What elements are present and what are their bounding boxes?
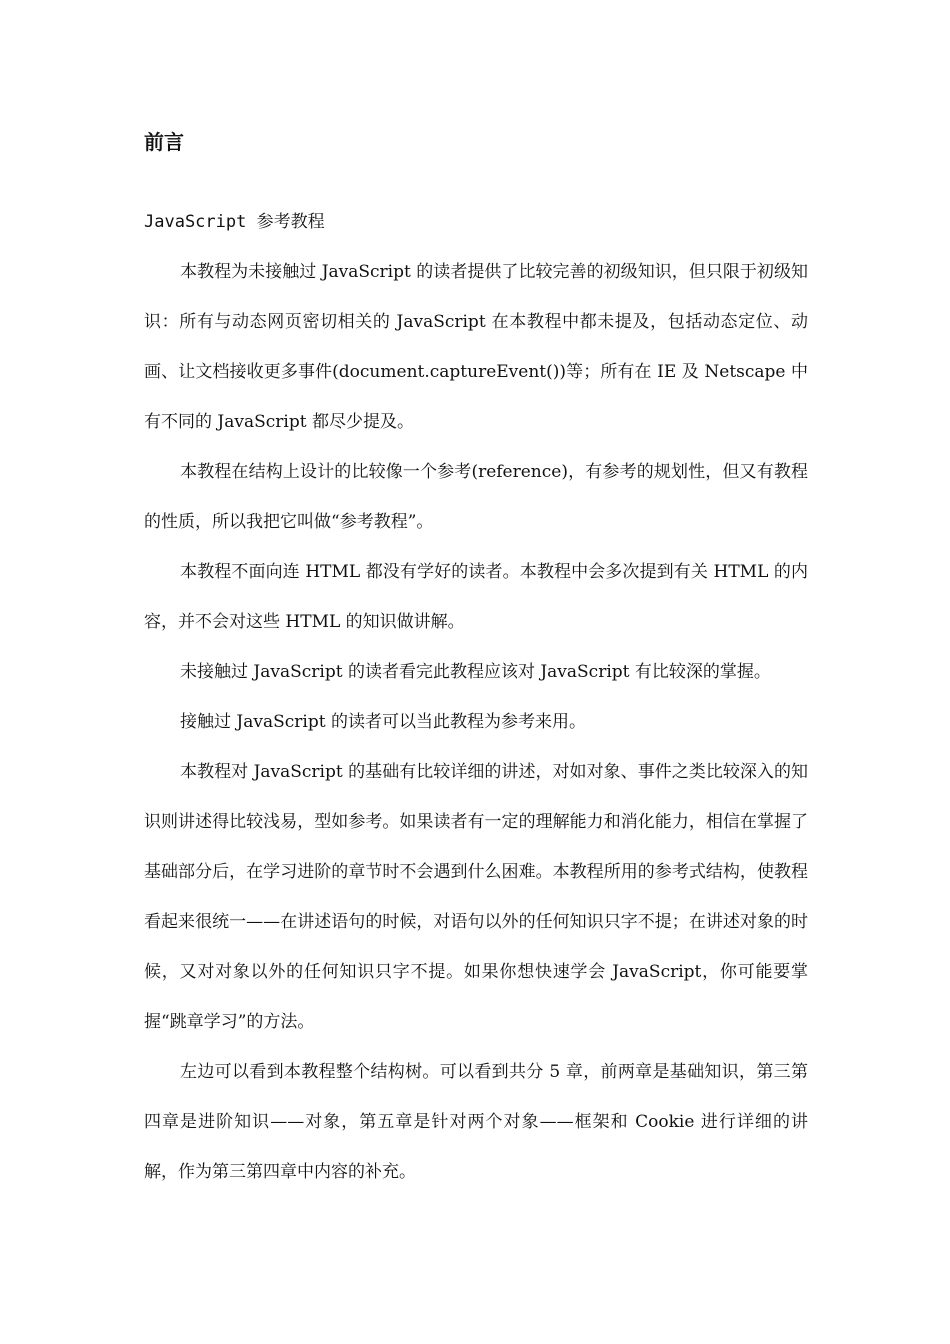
paragraph-3: 本教程不面向连 HTML 都没有学好的读者。本教程中会多次提到有关 HTML 的内容，并不会对这些 HTML 的知识做讲解。 — [144, 562, 808, 632]
document-page — [144, 128, 808, 1197]
page-title: 前言 — [144, 130, 184, 154]
paragraph-2: 本教程在结构上设计的比较像一个参考(reference)，有参考的规划性，但又有教程的性质，所以我把它叫做“参考教程”。 — [144, 462, 808, 532]
paragraph-5: 接触过 JavaScript 的读者可以当此教程为参考来用。 — [180, 712, 586, 732]
paragraph-7: 左边可以看到本教程整个结构树。可以看到共分 5 章，前两章是基础知识，第三第四章是进阶知识——对象，第五章是针对两个对象——框架和 Cookie 进行详细的讲解，作为第三第四章中内容的补充。 — [144, 1062, 808, 1182]
paragraph-4: 未接触过 JavaScript 的读者看完此教程应该对 JavaScript 有比较深的掌握。 — [180, 662, 771, 682]
document-subtitle: JavaScript 参考教程 — [144, 212, 325, 232]
paragraph-1: 本教程为未接触过 JavaScript 的读者提供了比较完善的初级知识，但只限于初级知识：所有与动态网页密切相关的 JavaScript 在本教程中都未提及，包括动态定位、动画、让文档接收更多事件(document.captureEvent())等；所有在 IE 及 Netscape 中有不同的 JavaScript 都尽少提及。 — [144, 262, 808, 432]
paragraph-6: 本教程对 JavaScript 的基础有比较详细的讲述，对如对象、事件之类比较深入的知识则讲述得比较浅易，型如参考。如果读者有一定的理解能力和消化能力，相信在掌握了基础部分后，在学习进阶的章节时不会遇到什么困难。本教程所用的参考式结构，使教程看起来很统一——在讲述语句的时候，对语句以外的任何知识只字不提；在讲述对象的时候，又对对象以外的任何知识只字不提。如果你想快速学会 JavaScript，你可能要掌握“跳章学习”的方法。 — [144, 762, 808, 1032]
